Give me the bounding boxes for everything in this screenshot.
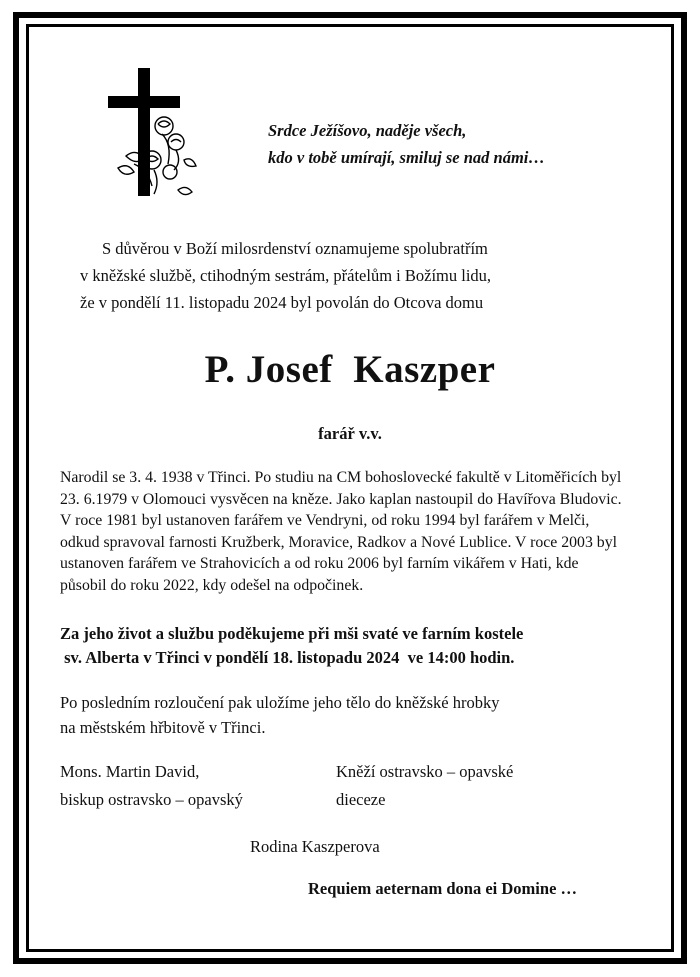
motto [268,117,545,171]
biography [60,467,660,596]
burial-announcement [60,690,499,740]
biography-line: ustanoven farářem ve Strahovicích a od roku 2006 byl farním vikářem v Hati, kde [60,555,579,572]
deceased-title: farář v.v. [318,424,382,443]
biography-line: působil do roku 2022, kdy odešel na odpočinek. [60,576,364,594]
biography-line: Narodil se 3. 4. 1938 v Třinci. Po studiu na CM bohoslovecké fakultě v Litoměřicích byl [60,469,622,486]
family-signature: Rodina Kaszperova [250,837,380,856]
motto-line-1: Srdce Ježíšovo, naděje všech, [268,121,467,140]
signature-priests-line-1: Kněží ostravsko – opavské [336,762,514,781]
signature-priests [336,758,513,814]
biography-line: V roce 1981 byl ustanoven farářem ve Vendryni, od roku 1994 byl farářem v Melči, [60,512,590,529]
deceased-name: P. Josef Kaszper [204,348,496,391]
mass-announcement [60,622,523,670]
requiem-prayer: Requiem aeternam dona ei Domine … [308,879,578,898]
intro-line-2: v kněžské službě, ctihodným sestrám, přátelům i Božímu lidu, [80,266,492,285]
burial-line-1: Po posledním rozloučení pak uložíme jeho tělo do kněžské hrobky [60,693,500,712]
signature-bishop-name: Mons. Martin David, [60,762,200,781]
motto-line-2: kdo v tobě umírají, smiluj se nad námi… [268,148,545,167]
mass-line-1: Za jeho život a službu poděkujeme při mši svaté ve farním kostele [60,624,524,643]
intro-line-1: S důvěrou v Boží milosrdenství oznamujeme spolubratřím [102,239,488,258]
biography-line: odkud spravoval farnosti Kružberk, Moravice, Radkov a Nové Lublice. V roce 2003 byl [60,533,617,551]
intro-line-3: že v pondělí 11. listopadu 2024 byl povolán do Otcova domu [80,293,484,312]
cross-with-roses-icon [104,64,200,204]
announcement-intro [80,235,491,316]
mass-line-2: sv. Alberta v Třinci v pondělí 18. listopadu 2024 ve 14:00 hodin. [60,648,515,667]
signature-bishop-role: biskup ostravsko – opavský [60,790,243,809]
signature-priests-line-2: dieceze [336,790,386,809]
biography-line: 23. 6.1979 v Olomouci vysvěcen na kněze. Jako kaplan nastoupil do Havířova Bludovic. [60,490,622,508]
signature-bishop [60,758,243,814]
burial-line-2: na městském hřbitově v Třinci. [60,718,266,737]
